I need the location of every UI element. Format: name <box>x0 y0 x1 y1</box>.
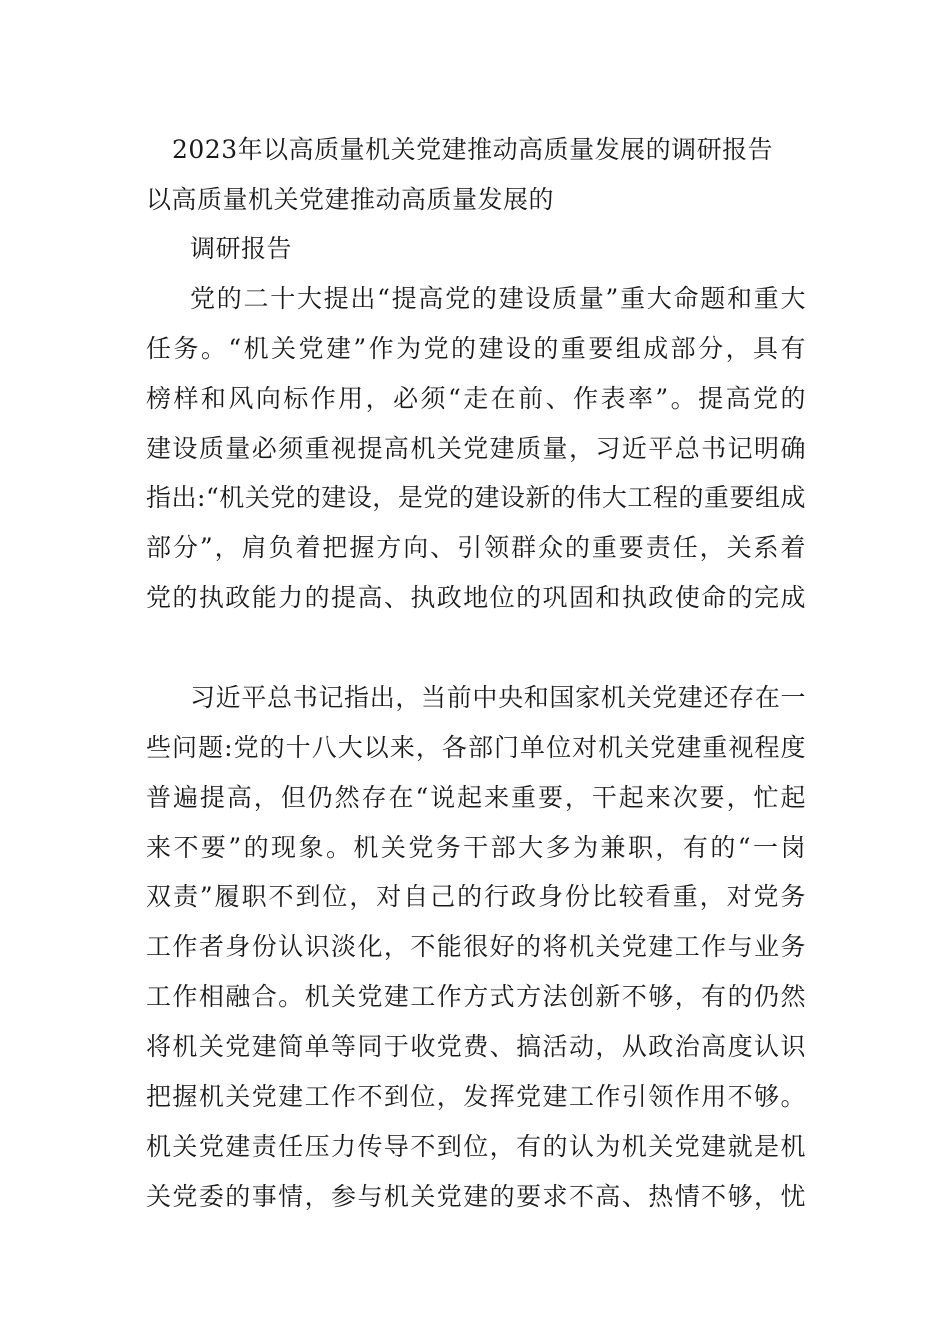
paragraph-2-line: 习近平总书记指出，当前中央和国家机关党建还存在一 <box>190 683 806 712</box>
paragraph-1-line: 党的执政能力的提高、执政地位的巩固和执政使命的完成 <box>146 583 806 612</box>
paragraph-2-line: 普遍提高，但仍然存在“说起来重要，干起来次要，忙起 <box>146 783 806 812</box>
paragraph-1-line: 党的二十大提出“提高党的建设质量”重大命题和重大 <box>190 284 806 313</box>
paragraph-1-line: 部分”，肩负着把握方向、引领群众的重要责任，关系着 <box>146 533 806 562</box>
document-title: 2023年以高质量机关党建推动高质量发展的调研报告 <box>172 135 774 164</box>
document-subtitle-line-1: 以高质量机关党建推动高质量发展的 <box>146 185 555 214</box>
paragraph-2-line: 将机关党建简单等同于收党费、搞活动，从政治高度认识 <box>146 1032 806 1061</box>
paragraph-2-line: 关党委的事情，参与机关党建的要求不高、热情不够，忧 <box>146 1182 806 1211</box>
paragraph-2-line: 来不要”的现象。机关党务干部大多为兼职，有的“一岗 <box>146 833 806 862</box>
paragraph-2-line: 把握机关党建工作不到位，发挥党建工作引领作用不够。 <box>146 1082 806 1111</box>
paragraph-1-line: 榜样和风向标作用，必须“走在前、作表率”。提高党的 <box>146 384 806 413</box>
paragraph-2-line: 机关党建责任压力传导不到位，有的认为机关党建就是机 <box>146 1132 806 1161</box>
paragraph-2-line: 工作相融合。机关党建工作方式方法创新不够，有的仍然 <box>146 982 806 1011</box>
paragraph-2-line: 工作者身份认识淡化，不能很好的将机关党建工作与业务 <box>146 932 806 961</box>
paragraph-1-line: 任务。“机关党建”作为党的建设的重要组成部分，具有 <box>146 334 806 363</box>
document-subtitle-line-2: 调研报告 <box>190 234 293 263</box>
paragraph-1-line: 建设质量必须重视提高机关党建质量，习近平总书记明确 <box>146 434 806 463</box>
paragraph-2-line: 双责”履职不到位，对自己的行政身份比较看重，对党务 <box>146 882 806 911</box>
paragraph-1-line: 指出:“机关党的建设，是党的建设新的伟大工程的重要组成 <box>146 483 806 512</box>
paragraph-2-line: 些问题:党的十八大以来，各部门单位对机关党建重视程度 <box>146 733 806 762</box>
